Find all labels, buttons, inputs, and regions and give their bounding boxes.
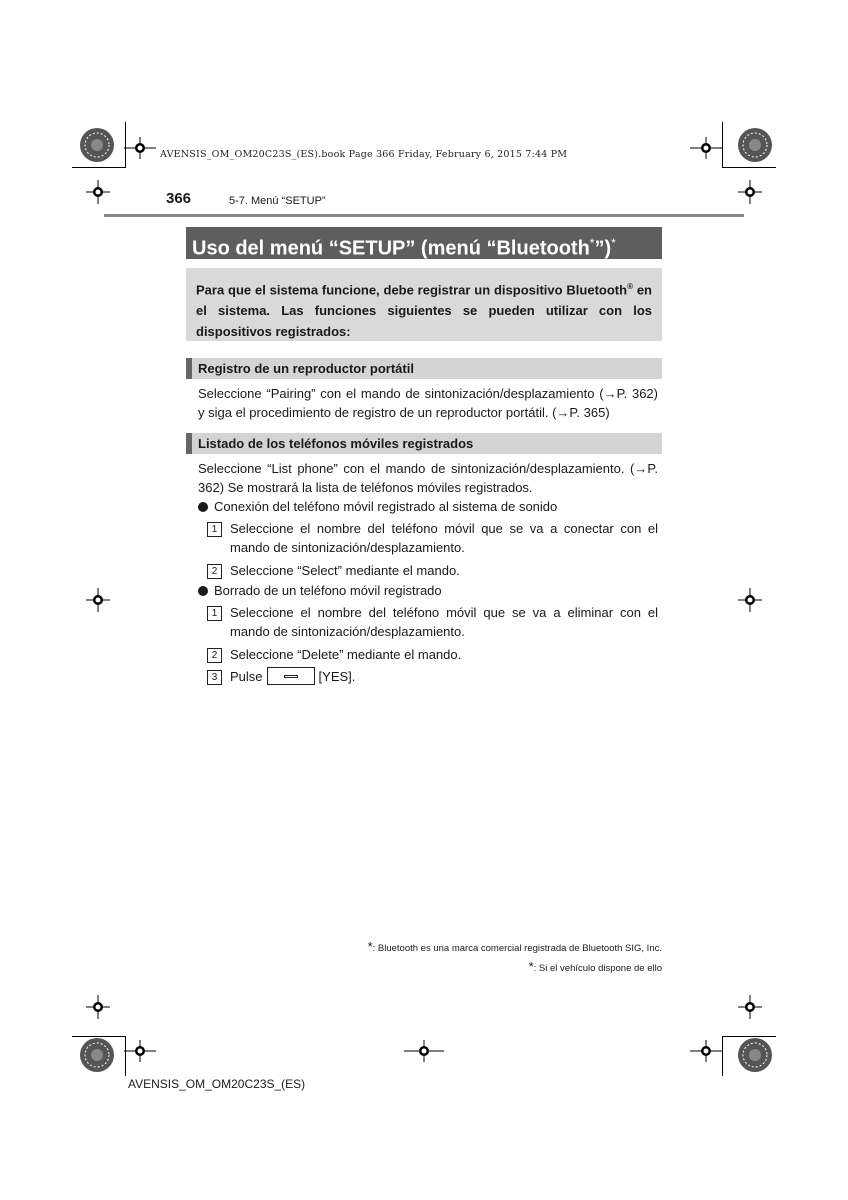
crop-line: [72, 1036, 126, 1037]
bullet-icon: [198, 502, 208, 512]
footnote-bluetooth: *: Bluetooth es una marca comercial registrada de Bluetooth SIG, Inc.: [367, 939, 662, 954]
print-slug: AVENSIS_OM_OM20C23S_(ES).book Page 366 Friday, February 6, 2015 7:44 PM: [160, 149, 568, 160]
step-text: Seleccione el nombre del teléfono móvil que se va a conectar con el mando de sintonización/desplazamiento.: [230, 521, 658, 555]
crop-line: [722, 1036, 776, 1037]
crosshair-mark: [124, 137, 156, 159]
step-number: 2: [207, 648, 222, 663]
crosshair-mark: [86, 588, 110, 612]
bullet-connect: Conexión del teléfono móvil registrado al sistema de sonido: [198, 497, 557, 516]
crosshair-mark: [738, 588, 762, 612]
step-number: 2: [207, 564, 222, 579]
crop-line: [722, 122, 723, 168]
step-text: Seleccione “Delete” mediante el mando.: [230, 647, 462, 662]
section-body-list-phone: Seleccione “List phone” con el mando de sintonización/desplazamiento. (→P. 362) Se mostrará la lista de teléfonos móviles registrados.: [198, 461, 658, 495]
intro-box: Para que el sistema funcione, debe registrar un dispositivo Bluetooth® en el sistema. Las funciones siguientes se pueden utilizar con los dispositivos registrados:: [186, 268, 662, 341]
crop-line: [125, 1036, 126, 1076]
section-reference: 5-7. Menú “SETUP”: [229, 195, 326, 207]
crop-line: [722, 1036, 723, 1076]
bullet-delete: Borrado de un teléfono móvil registrado: [198, 581, 442, 600]
crosshair-mark: [124, 1040, 156, 1062]
crosshair-mark: [690, 137, 722, 159]
step-number: 3: [207, 670, 222, 685]
step-number: 1: [207, 522, 222, 537]
step-text: Seleccione el nombre del teléfono móvil que se va a eliminar con el mando de sintonización/desplazamiento.: [230, 605, 658, 639]
crop-line: [125, 122, 126, 168]
section-heading-pairing: Registro de un reproductor portátil: [186, 358, 662, 379]
crosshair-mark: [86, 995, 110, 1019]
registration-rosette-bottom-right: [736, 1036, 774, 1074]
crosshair-mark: [86, 180, 110, 204]
step-text: Pulse [YES].: [230, 669, 356, 684]
crosshair-mark: [738, 180, 762, 204]
crosshair-mark: [738, 995, 762, 1019]
footnote-vehicle: *: Si el vehículo dispone de ello: [528, 959, 662, 974]
registration-rosette-top-right: [736, 126, 774, 164]
page-number: 366: [166, 190, 192, 207]
header-divider: [104, 214, 744, 217]
step-text: Seleccione “Select” mediante el mando.: [230, 563, 460, 578]
bullet-icon: [198, 586, 208, 596]
registration-rosette-bottom-left: [78, 1036, 116, 1074]
section-heading-list-phone: Listado de los teléfonos móviles registrados: [186, 433, 662, 454]
section-body-pairing: Seleccione “Pairing” con el mando de sintonización/desplazamiento (→P. 362) y siga el procedimiento de registro de un reproductor portátil. (→P. 365): [198, 386, 658, 420]
page-title: Uso del menú “SETUP” (menú “Bluetooth*”)*: [186, 227, 662, 259]
crop-line: [722, 167, 776, 168]
crosshair-mark: [404, 1040, 444, 1062]
crop-line: [72, 167, 126, 168]
registration-rosette-top-left: [78, 126, 116, 164]
panel-button-icon: [267, 667, 315, 685]
document-code: AVENSIS_OM_OM20C23S_(ES): [128, 1077, 306, 1091]
crosshair-mark: [690, 1040, 722, 1062]
step-number: 1: [207, 606, 222, 621]
